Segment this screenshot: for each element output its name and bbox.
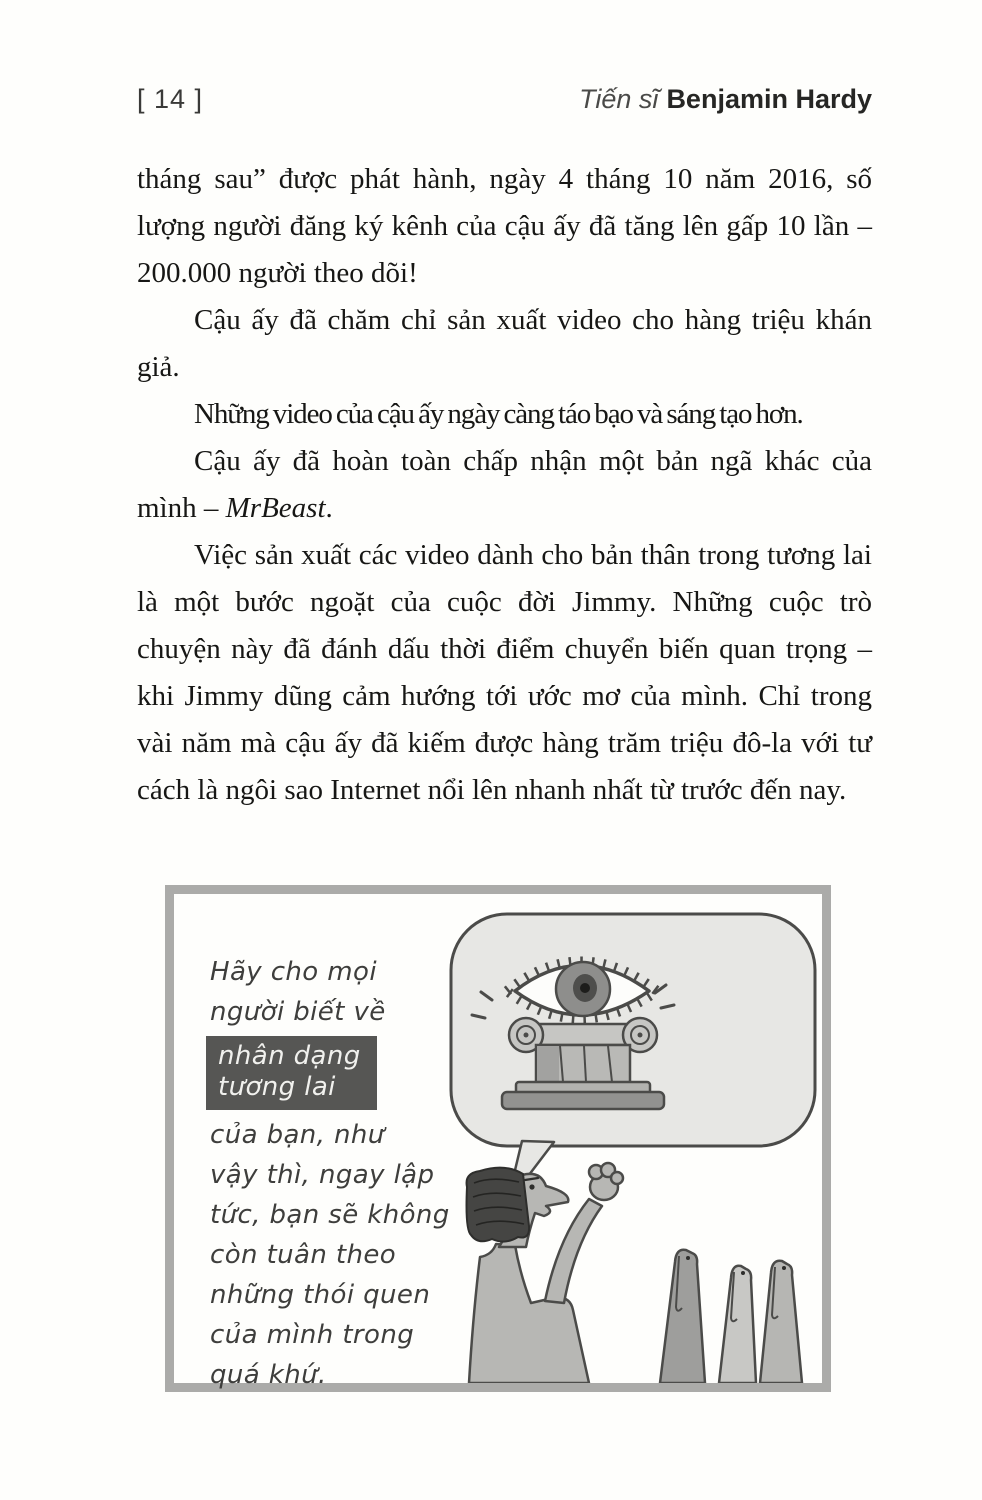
caption-line: vậy thì, ngay lập bbox=[210, 1160, 435, 1190]
running-head-author bbox=[579, 84, 872, 115]
author-title: Tiến sĩ bbox=[579, 84, 659, 114]
paragraph: Việc sản xuất các video dành cho bản thân trong tương lai là một bước ngoặt của cuộc đời Jimmy. Những cuộc trò chuyện này đã đánh dấu thời điểm chuyển biến quan trọng – khi Jimmy dũng cảm hướng tới ước mơ của mình. Chỉ trong vài năm mà cậu ấy đã kiếm được hàng trăm triệu đô-la với tư cách là ngôi sao Internet nổi lên nhanh nhất từ trước đến nay. bbox=[137, 539, 872, 806]
caption-highlight-line: nhân dạng bbox=[218, 1041, 361, 1071]
audience-figure-1 bbox=[660, 1250, 705, 1383]
audience-figure-3 bbox=[760, 1261, 802, 1383]
author-name: Benjamin Hardy bbox=[666, 84, 872, 114]
speaker-figure bbox=[467, 1163, 624, 1383]
illustration-frame bbox=[165, 885, 831, 1392]
paragraph-text: . bbox=[325, 492, 333, 524]
caption-line: còn tuân theo bbox=[210, 1240, 397, 1270]
caption-highlight-line: tương lai bbox=[218, 1072, 336, 1102]
caption-highlight-box bbox=[206, 1036, 377, 1110]
caption-line: người biết về bbox=[210, 997, 386, 1027]
page-header bbox=[137, 84, 872, 115]
audience-figure-2 bbox=[719, 1266, 756, 1383]
paragraph: Cậu ấy đã chăm chỉ sản xuất video cho hàng triệu khán giả. bbox=[137, 304, 872, 383]
caption-line: quá khứ. bbox=[210, 1360, 327, 1390]
illustration-caption bbox=[210, 952, 450, 1395]
caption-line: Hãy cho mọi bbox=[210, 957, 377, 987]
column-base-lower bbox=[502, 1092, 664, 1109]
caption-line: của mình trong bbox=[210, 1320, 415, 1350]
audience-figures bbox=[660, 1250, 802, 1383]
paragraph: tháng sau” được phát hành, ngày 4 tháng 10 năm 2016, số lượng người đăng ký kênh của cậu ấy đã tăng lên gấp 10 lần – 200.000 người theo dõi! bbox=[137, 163, 872, 289]
figure-arm bbox=[545, 1199, 602, 1303]
paragraph bbox=[137, 438, 872, 532]
paragraph-text: Cậu ấy đã hoàn toàn chấp nhận một bản ngã khác của mình – bbox=[137, 445, 872, 524]
figure-eye bbox=[529, 1184, 534, 1189]
caption-line: của bạn, như bbox=[210, 1120, 385, 1150]
page-number: [ 14 ] bbox=[137, 84, 204, 114]
speech-bubble bbox=[451, 914, 815, 1195]
mrbeast-italic: MrBeast bbox=[225, 492, 326, 524]
body-text bbox=[137, 156, 872, 814]
paragraph: Những video của cậu ấy ngày càng táo bạo và sáng tạo hơn. bbox=[194, 398, 803, 430]
caption-line: tức, bạn sẽ không bbox=[210, 1200, 450, 1230]
caption-line: những thói quen bbox=[210, 1280, 431, 1310]
